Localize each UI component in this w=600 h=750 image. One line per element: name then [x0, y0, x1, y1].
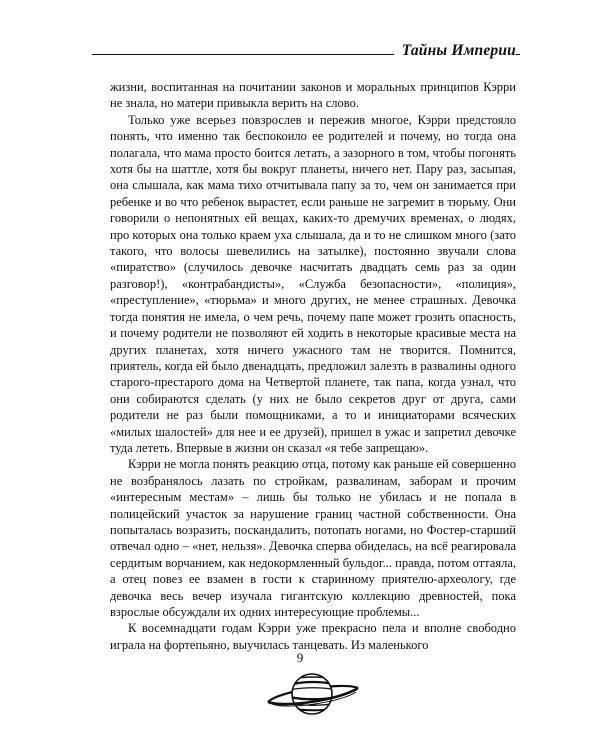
ringed-planet-icon — [262, 664, 362, 720]
paragraph: К восемнадцати годам Кэрри уже прекрасно пела и вполне свободно играла на фортепьяно, выучилась танцевать. Из маленького — [110, 621, 516, 652]
paragraph: жизни, воспитанная на почитании законов и моральных принципов Кэрри не знала, но матери привыкла верить на слово. — [110, 80, 516, 111]
paragraph: Кэрри не могла понять реакцию отца, потому как раньше ей совершенно не возбранялось лазать по стройкам, развалинам, заборам и прочим «интересным местам» – лишь бы только не убилась и не попала в полицейский участок за нарушение границ частной собственности. Она попыталась возразить, поскандалить, потопать ногами, но Фостер-старший отвечал одно – «нет, нельзя». Девочка сперва обиделась, на всё реагировала сердитым ворчанием, как недокормленный бульдог... правда, потом оттаяла, а отец повез ее взамен в гости к старинному приятелю-археологу, где девочка весь вечер изучала гигантскую коллекцию древностей, пока взрослые обсуждали их одних интересующие проблемы... — [110, 457, 516, 619]
page-number: 9 — [296, 650, 304, 665]
running-header — [92, 36, 520, 76]
paragraph: Только уже всерьез повзрослев и пережив многое, Кэрри предстояло понять, что именно так беспокоило ее родителей и почему, но тогда она полагала, что мама просто боится летать, а зазорного в том, чтобы погонять хотя бы на шаттле, хотя бы вокруг планеты, ничего нет. Пару раз, засыпая, она слышала, как мама тихо отчитывала папу за то, чем он занимается при ребенке и во что ребенок вырастет, если раньше не загремит в тюрьму. Они говорили о непонятных ей вещах, каких-то дремучих временах, о людях, про которых она только краем уха слышала, да и то не слишком много (зато такого, что волосы шевелились на затылке), постоянно звучали слова «пиратство» (случилось девочке насчитать двадцать семь раз за один разговор!), «контрабандисты», «Служба безопасности», «полиция», «преступление», «тюрьма» и много других, не менее страшных. Девочка тогда понятия не имела, о чем речь, почему папе может грозить опасность, и почему родители не позволяют ей ходить в некоторые красивые места на других планетах, хотя ничего ужасного там не творится. Помнится, приятель, когда ей было двенадцать, предложил залезть в развалины одного старого-престарого дома на Четвертой планете, так папа, когда узнал, что они собираются сделать (у них не было секретов друг от друга, сами родители не раз были помощниками, а то и инициаторами всяческих «милых шалостей» для нее и ее друзей), пришел в ужас и запретил девочке туда лететь. Впервые в жизни он сказал «я тебе запрещаю». — [110, 112, 516, 455]
running-header-title: Тайны Империи — [394, 42, 516, 60]
body-text — [110, 79, 516, 653]
